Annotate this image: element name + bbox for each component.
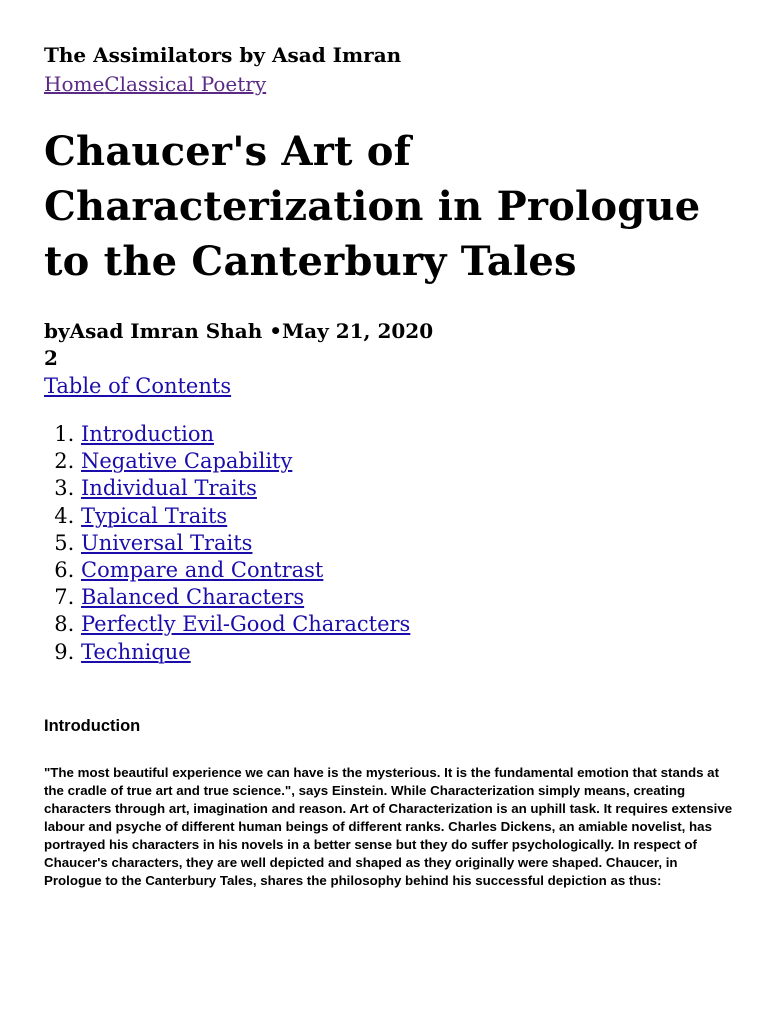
toc-item: [81, 611, 734, 638]
intro-paragraph: "The most beautiful experience we can have is the mysterious. It is the fundamental emotion that stands at the cradle of true art and true science.", says Einstein. While Characterization simply means, creating characters through art, imagination and reason. Art of Characterization is an uphill task. It requires extensive labour and psyche of different human beings of different ranks. Charles Dickens, an amiable novelist, has portrayed his characters in his novels in a better sense but they do suffer psychologically. In respect of Chaucer's characters, they are well depicted and shaped as they originally were shaped. Chaucer, in Prologue to the Canterbury Tales, shares the philosophy behind his successful depiction as thus:: [44, 764, 733, 888]
toc-item: [81, 475, 734, 502]
toc-item: [81, 530, 734, 557]
toc-title-link[interactable]: Table of Contents: [44, 374, 232, 398]
toc-link-typical-traits[interactable]: Typical Traits: [81, 503, 228, 528]
toc-item: [81, 421, 734, 448]
toc-link-perfectly-evil-good-characters[interactable]: Perfectly Evil-Good Characters: [81, 612, 411, 637]
toc-link-negative-capability[interactable]: Negative Capability: [81, 449, 293, 474]
article-page: [44, 40, 734, 903]
toc-item: [81, 639, 734, 666]
breadcrumb-category-link[interactable]: Classical Poetry: [104, 72, 267, 96]
toc-link-individual-traits[interactable]: Individual Traits: [81, 476, 257, 501]
toc-title: [44, 371, 734, 401]
post-title: Chaucer's Art of Characterization in Prologue to the Canterbury Tales: [44, 128, 701, 285]
toc-item: [81, 448, 734, 475]
toc-link-universal-traits[interactable]: Universal Traits: [81, 530, 253, 555]
toc-list: [44, 421, 734, 666]
section-heading-introduction: Introduction: [44, 716, 141, 735]
toc-item: [81, 584, 734, 611]
post-byline: byAsad Imran Shah •May 21, 2020: [44, 319, 434, 343]
toc-link-technique[interactable]: Technique: [81, 639, 191, 664]
breadcrumb: [44, 70, 734, 98]
site-title: The Assimilators by Asad Imran: [44, 43, 402, 67]
toc-link-compare-and-contrast[interactable]: Compare and Contrast: [81, 558, 324, 583]
toc-link-balanced-characters[interactable]: Balanced Characters: [81, 585, 305, 610]
toc-item: [81, 557, 734, 584]
breadcrumb-home-link[interactable]: Home: [44, 72, 105, 96]
toc-link-introduction[interactable]: Introduction: [81, 422, 214, 446]
toc-item: [81, 503, 734, 530]
comment-count: 2: [44, 346, 58, 370]
